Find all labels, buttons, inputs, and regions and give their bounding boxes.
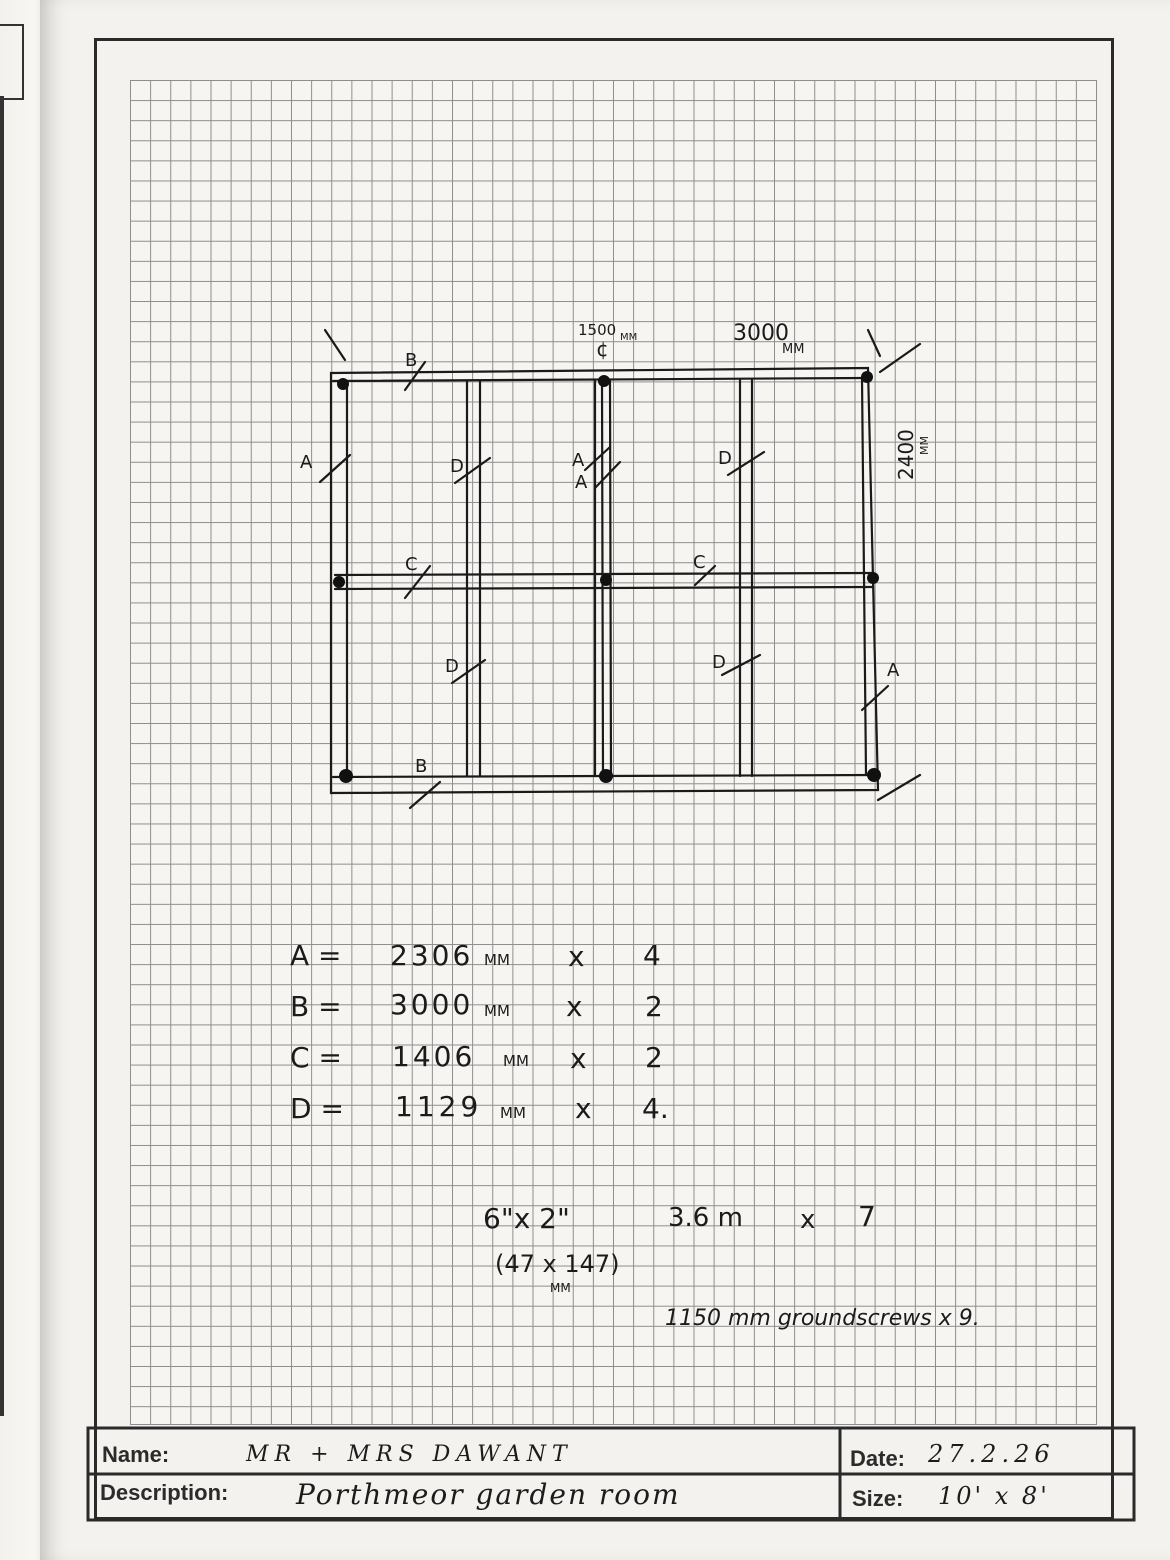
tick-top-left <box>325 330 345 360</box>
description-value: Porthmeor garden room <box>296 1478 681 1511</box>
dim-3000: 3000 <box>733 321 789 346</box>
description-label: Description: <box>100 1480 229 1505</box>
groundscrew-dot <box>600 574 612 586</box>
cut-c-length: 1406 <box>392 1040 476 1073</box>
date-value: 27.2.26 <box>928 1440 1055 1468</box>
cut-c-times: x <box>570 1042 587 1075</box>
cut-d-letter: D = <box>290 1092 344 1125</box>
timber-qty: 7 <box>858 1200 876 1233</box>
groundscrew-dot <box>337 378 349 390</box>
name-label: Name: <box>102 1442 170 1467</box>
label-a-centre-2: A <box>575 472 588 493</box>
label-c-right: C <box>693 552 706 573</box>
cut-c-unit: MM <box>503 1052 529 1070</box>
cut-b-qty: 2 <box>645 990 663 1023</box>
size-label: Size: <box>852 1486 904 1511</box>
timber-section: 6"x 2" <box>483 1202 570 1235</box>
cut-a-times: x <box>568 940 585 973</box>
cut-b-length: 3000 <box>390 988 474 1021</box>
cut-c-qty: 2 <box>645 1041 663 1074</box>
right-joist-inner <box>862 378 866 775</box>
tick-b-bottom <box>410 782 440 808</box>
dim-2400-unit: MM <box>918 436 931 455</box>
timber-section-mm-unit: MM <box>550 1281 571 1295</box>
groundscrew-dot <box>339 769 353 783</box>
groundscrews-note: 1150 mm groundscrews x 9. <box>665 1306 980 1331</box>
timber-length: 3.6 m <box>668 1203 743 1233</box>
cut-a-letter: A = <box>290 939 342 972</box>
timber-times: x <box>800 1205 816 1235</box>
cut-d-times: x <box>575 1092 592 1125</box>
cut-b-letter: B = <box>290 990 342 1023</box>
dim-2400: 2400 <box>894 429 918 480</box>
tick-d-2 <box>728 452 764 475</box>
label-a-right: A <box>887 660 900 681</box>
dim-3000-unit: MM <box>782 342 805 357</box>
groundscrew-dot <box>599 769 613 783</box>
cut-b-times: x <box>566 990 583 1023</box>
label-d-right-top: D <box>718 448 732 469</box>
label-d-left-bottom: D <box>445 656 459 677</box>
cutting-list <box>290 939 669 1125</box>
centre-mark: ¢ <box>596 337 609 361</box>
tick-top-right <box>868 330 880 356</box>
groundscrew-dot <box>861 371 873 383</box>
tick-a-centre-2 <box>595 462 620 488</box>
dim-1500: 1500 <box>578 321 617 339</box>
dim-1500-unit: MM <box>620 332 638 343</box>
size-value: 10' x 8' <box>938 1482 1050 1510</box>
label-d-left-top: D <box>450 456 464 477</box>
groundscrew-dot <box>867 768 881 782</box>
tick-a-centre-1 <box>585 447 610 470</box>
cut-b-unit: MM <box>484 1002 510 1020</box>
cut-d-unit: MM <box>500 1104 526 1122</box>
date-label: Date: <box>850 1446 906 1471</box>
label-a-left: A <box>300 452 313 473</box>
groundscrew-dot <box>333 576 345 588</box>
cut-a-unit: MM <box>484 951 510 969</box>
label-b-bottom: B <box>415 756 428 777</box>
title-block <box>88 1428 1134 1520</box>
groundscrew-dot <box>867 572 879 584</box>
label-b-top: B <box>405 350 418 371</box>
cut-c-letter: C = <box>290 1041 342 1074</box>
label-c-left: C <box>405 554 418 575</box>
label-a-centre-1: A <box>572 450 585 471</box>
cut-d-qty: 4. <box>642 1092 669 1125</box>
tick-bottom-right <box>878 775 920 800</box>
timber-spec <box>483 1200 876 1295</box>
groundscrew-dot <box>598 375 610 387</box>
timber-section-mm: (47 x 147) <box>495 1250 620 1278</box>
tick-top-right-2 <box>880 344 920 372</box>
label-d-right-bottom: D <box>712 652 726 673</box>
cut-d-length: 1129 <box>395 1090 483 1123</box>
name-value: MR + MRS DAWANT <box>246 1442 573 1467</box>
cut-a-length: 2306 <box>390 939 474 972</box>
tick-a-left <box>320 455 350 482</box>
cut-a-qty: 4 <box>643 939 661 972</box>
